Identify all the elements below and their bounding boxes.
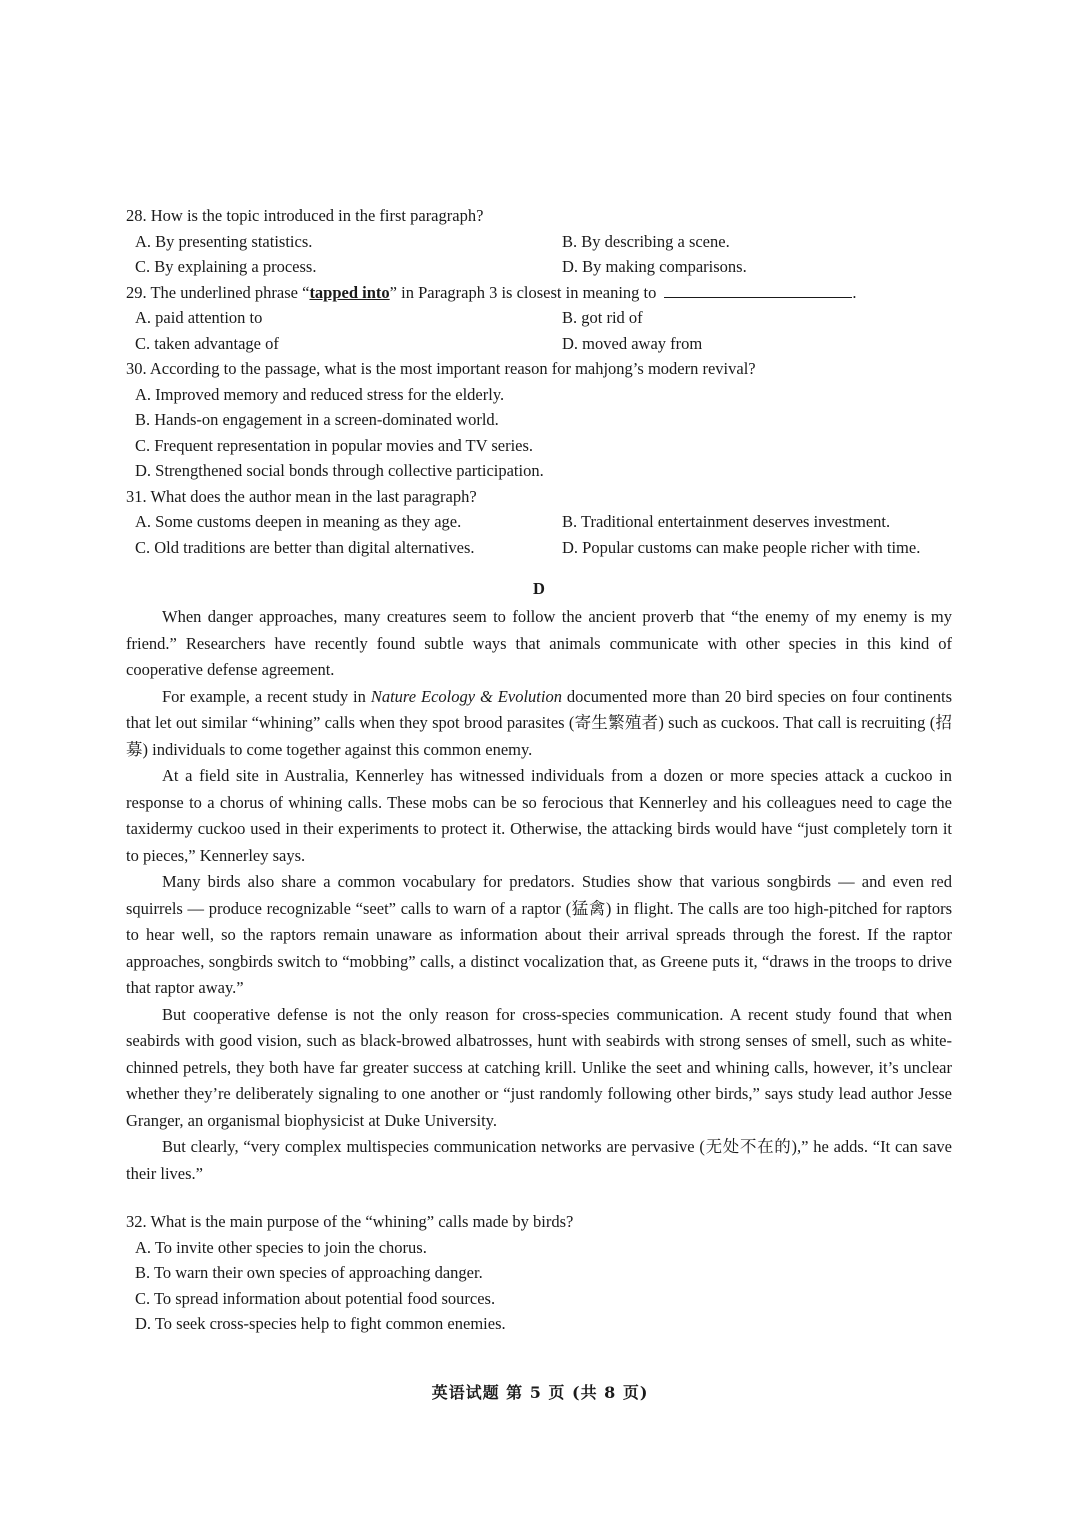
option-c: C. taken advantage of [135,333,279,353]
option-c: C. Old traditions are better than digital alternatives. [135,537,475,557]
question-28 [126,203,952,280]
option-row [126,305,952,331]
question-31 [126,484,952,561]
blank-end: . [852,282,857,302]
option-d: D. moved away from [562,333,703,353]
answer-blank [664,282,852,298]
option-a: A. Some customs deepen in meaning as they age. [135,512,462,531]
passage-paragraph: At a field site in Australia, Kennerley has witnessed individuals from a dozen or more species attack a cuckoo in response to a chorus of whining calls. These mobs can be so ferocious that Kennerley and his colleagues need to cage the taxidermy cuckoo used in their experiments to protect it. Otherwise, the attacking birds would have “just completely torn it to pieces,” Kennerley says. [126,766,952,865]
option-a: A. By presenting statistics. [135,231,313,251]
option-b: B. By describing a scene. [562,231,730,251]
option-c: C. Frequent representation in popular movies and TV series. [135,435,534,455]
option-d: D. Strengthened social bonds through collective participation. [135,461,544,480]
passage-paragraph: But cooperative defense is not the only reason for cross-species communication. A recent study found that when seabirds with good vision, such as black-browed albatrosses, hunt with seabirds with strong senses of smell, such as white-chinned petrels, they both have far greater success at catching krill. Unlike the seet and whining calls, however, it’s unclear whether they’re deliberately signaling to one another or “just randomly following other birds,” says study lead author Jesse Granger, an organismal biophysicist at Duke University. [126,1004,952,1130]
option-d: D. Popular customs can make people richer with time. [562,537,921,557]
paragraph-text: documented more than 20 bird species on four continents that let out similar “whining” calls when they spot brood parasites (寄生繁殖者) such as cuckoos. That call is recruiting (招募) individuals to come together against this common enemy. [126,686,952,759]
reading-passage [126,604,952,1187]
option-row [126,331,952,357]
option-d: D. By making comparisons. [562,257,747,276]
option-row [126,535,952,561]
option-row [126,509,952,535]
question-stem: 32. What is the main purpose of the “whining” calls made by birds? [126,1212,574,1231]
question-stem: 30. According to the passage, what is the most important reason for mahjong’s modern revival? [126,359,756,378]
question-32 [126,1209,952,1337]
option-b: B. To warn their own species of approaching danger. [135,1263,483,1282]
option-row [126,229,952,255]
passage-paragraph: But clearly, “very complex multispecies communication networks are pervasive (无处不在的),” he adds. “It can save their lives.” [126,1137,952,1183]
passage-paragraph [126,684,952,764]
option-row [126,254,952,280]
page-content [126,203,952,1337]
journal-title: Nature Ecology & Evolution [370,686,562,706]
section-title: D [533,579,545,598]
option-b: B. Traditional entertainment deserves investment. [562,512,891,531]
stem-prefix: 29. The underlined phrase “ [126,282,310,302]
passage-paragraph: When danger approaches, many creatures seem to follow the ancient proverb that “the enemy of my enemy is my friend.” Researchers have recently found subtle ways that animals communicate with other species in this kind of cooperative defense agreement. [126,607,952,679]
question-stem: 28. How is the topic introduced in the first paragraph? [126,206,484,225]
option-b: B. got rid of [562,308,643,327]
passage-paragraph: Many birds also share a common vocabulary for predators. Studies show that various songbirds — and even red squirrels — produce recognizable “seet” calls to warn of a raptor (猛禽) in flight. The calls are too high-pitched for raptors to hear well, so the raptors remain unaware as information about their arrival spreads through the forest. If the raptor approaches, songbirds switch to “mobbing” calls, a distinct vocalization that, as Greene puts it, “draws in the troops to drive that raptor away.” [126,872,952,997]
option-d: D. To seek cross-species help to fight common enemies. [135,1314,506,1333]
option-b: B. Hands-on engagement in a screen-dominated world. [135,410,499,429]
option-c: C. By explaining a process. [135,257,317,276]
paragraph-text: For example, a recent study in [162,686,371,706]
question-stem [126,280,952,306]
option-a: A. To invite other species to join the chorus. [135,1237,427,1257]
page-footer: 英语试题 第 5 页 (共 8 页) [431,1383,649,1402]
question-30 [126,356,952,484]
underlined-phrase: tapped into [309,282,390,302]
question-stem: 31. What does the author mean in the last paragraph? [126,486,477,506]
question-29 [126,280,952,357]
option-a: A. Improved memory and reduced stress for the elderly. [135,384,505,404]
stem-suffix: ” in Paragraph 3 is closest in meaning to [389,282,657,302]
option-a: A. paid attention to [135,308,263,327]
option-c: C. To spread information about potential food sources. [135,1288,496,1308]
spacer [126,1187,952,1209]
